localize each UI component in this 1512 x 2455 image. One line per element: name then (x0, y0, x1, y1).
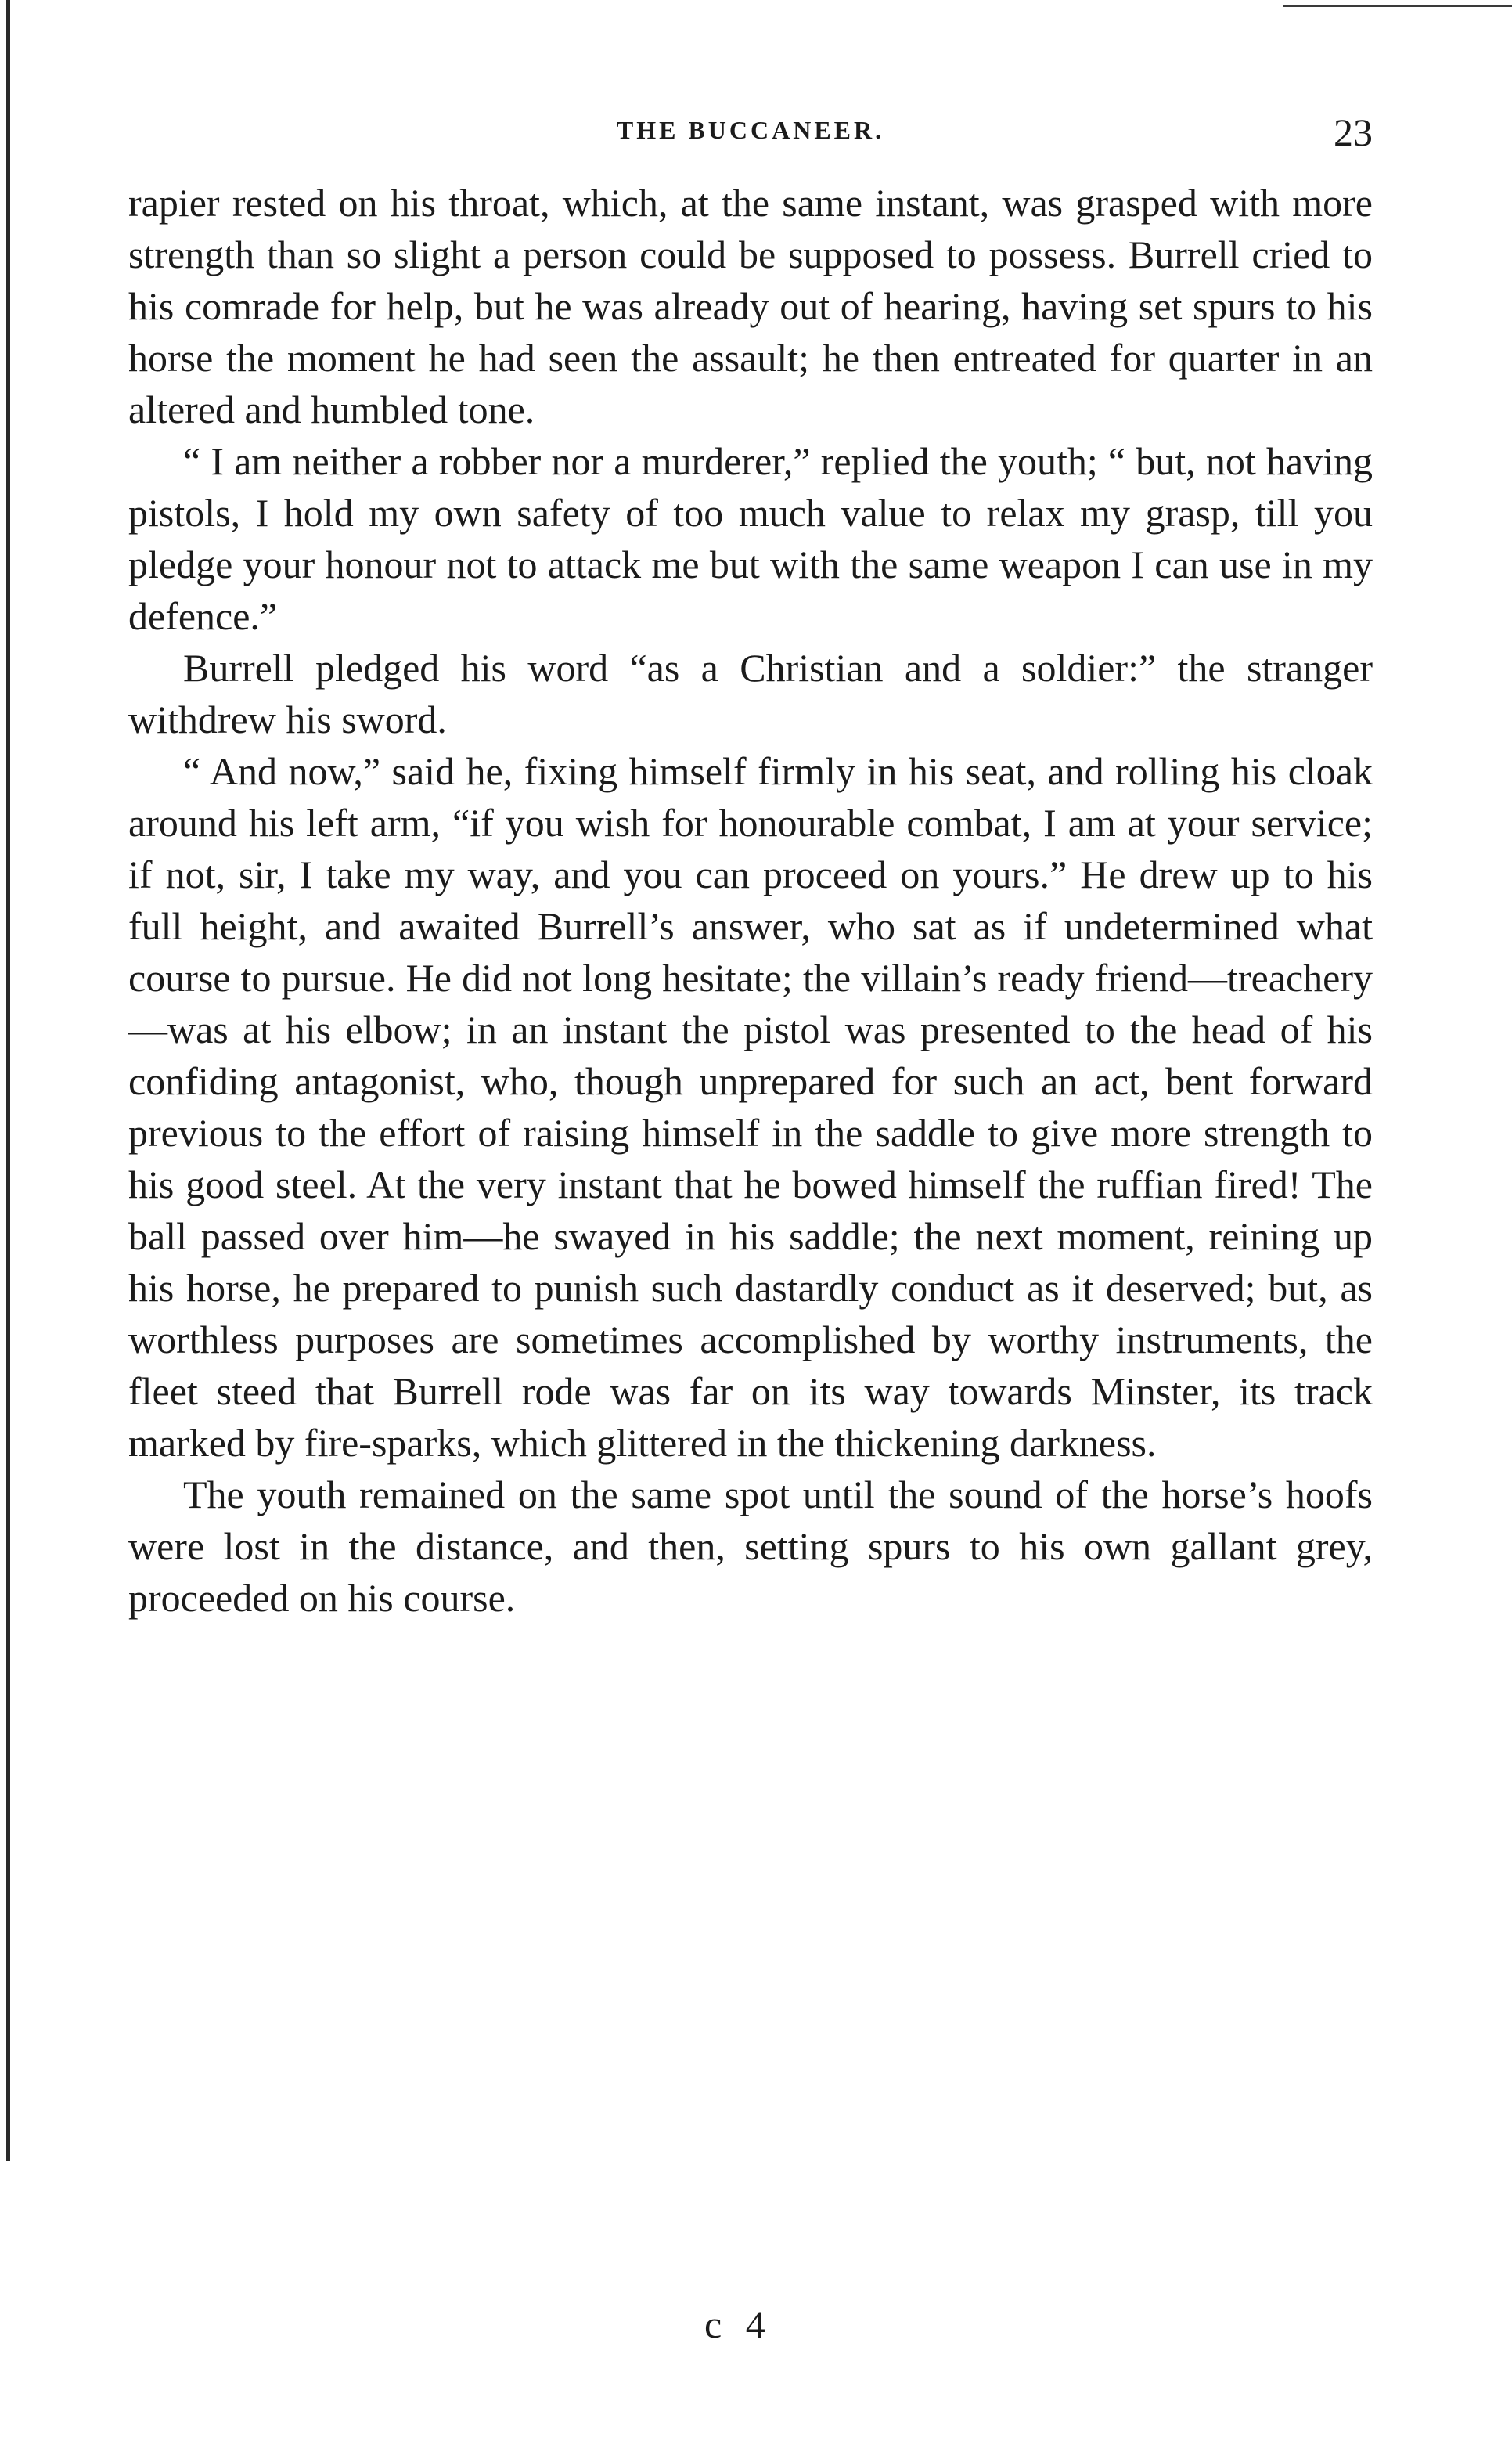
paragraph-3: Burrell pledged his word “as a Christian and a soldier:” the stranger withdrew his sword. (128, 646, 1373, 741)
signature-mark: c 4 (704, 2302, 765, 2346)
page-header (128, 110, 1373, 157)
running-head: THE BUCCANEER. (616, 116, 885, 144)
paragraph-5: The youth remained on the same spot until the sound of the horse’s hoofs were lost in the distance, and then, setting spurs to his own gallant grey, proceeded on his course. (128, 1473, 1373, 1620)
body-text (128, 177, 1373, 1624)
paragraph-1: rapier rested on his throat, which, at the same instant, was grasped with more strength than so slight a person could be supposed to possess. Burrell cried to his comrade for help, but he was already out of hearing, having set spurs to his horse the moment he had seen the assault; he then entreated for quarter in an altered and humbled tone. (128, 181, 1373, 431)
top-edge-rule (1283, 5, 1512, 7)
page-number: 23 (1334, 110, 1373, 154)
binding-edge-line (6, 0, 10, 2161)
paragraph-2: “ I am neither a robber nor a murderer,” replied the youth; “ but, not having pistols, I hold my own safety of too much value to relax my grasp, till you pledge your honour not to attack me but with the same weapon I can use in my defence.” (128, 439, 1373, 638)
paragraph-4: “ And now,” said he, fixing himself firmly in his seat, and rolling his cloak around his left arm, “if you wish for honourable combat, I am at your service; if not, sir, I take my way, and you can proceed on yours.” He drew up to his full height, and awaited Burrell’s answer, who sat as if undetermined what course to pursue. He did not long hesitate; the villain’s ready friend—treachery—was at his elbow; in an instant the pistol was presented to the head of his confiding antagonist, who, though unprepared for such an act, bent forward previous to the effort of raising himself in the saddle to give more strength to his good steel. At the very instant that he bowed himself the ruffian fired! The ball passed over him—he swayed in his saddle; the next moment, reining up his horse, he prepared to punish such dastardly conduct as it deserved; but, as worthless purposes are sometimes accomplished by worthy instruments, the fleet steed that Burrell rode was far on its way towards Minster, its track marked by fire-sparks, which glittered in the thickening darkness. (128, 749, 1373, 1465)
